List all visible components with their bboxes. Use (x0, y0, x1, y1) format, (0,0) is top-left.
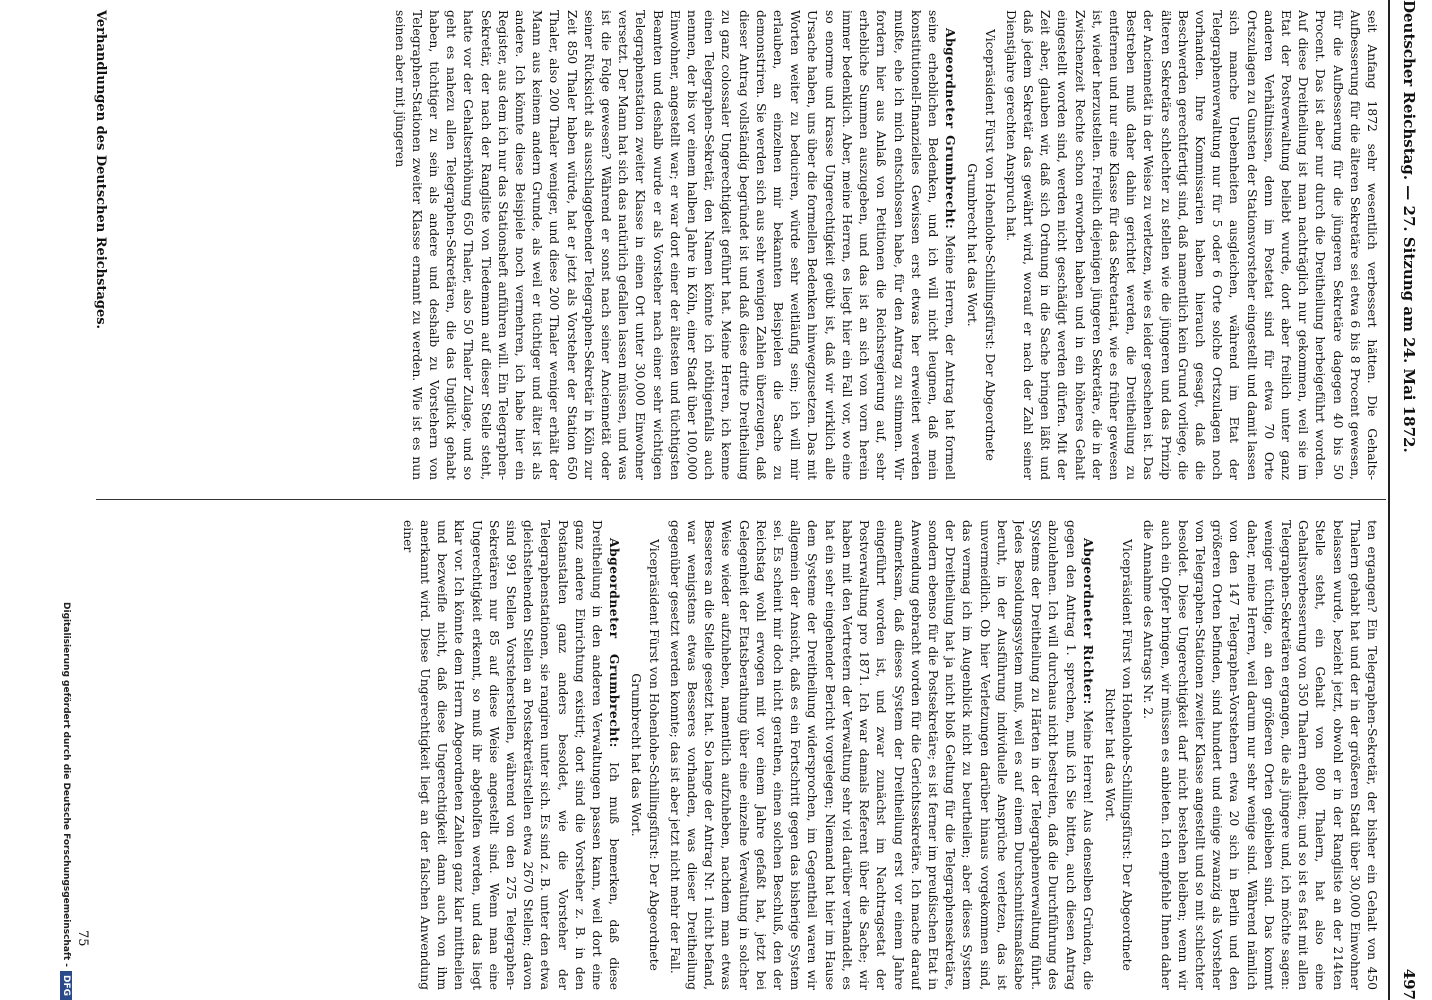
page-header (1386, 0, 1432, 1000)
speaker-call: Vicepräsident Fürst von Hohenlohe-Schillingsfürst: Der Abgeordnete Richter hat das Wort. (1102, 539, 1135, 971)
signature-mark: 75 (75, 930, 90, 947)
document-page (32, 0, 1432, 1000)
speaker-name: Abgeordneter Richter: (1080, 538, 1096, 705)
paragraph (666, 520, 1097, 990)
paragraph: seit Anfang 1872 sehr wesentlich verbessert hätten. Die Gehalts-Aufbesserung für die älteren Sekretäre sei etwa 6 bis 8 Procent gewesen, für die Aufbesserung für die jüngeren Sekretäre dagegen 40 bis 50 Procent. Das ist aber nur durch die Dreitheilung herbeigeführt worden. Auf diese Dreitheilung ist man nachträglich nur gekommen, weil sie im Etat der Postverwaltung beliebt wurde, dort aber freilich unter ganz anderen Verhältnissen, denn im Postetat sind für etwa 70 Orte Ortszulagen zu Gunsten der Stationsvorsteher eingestellt und damit lassen sich manche Unebenheiten ausgleichen, während im Etat der Telegraphenverwaltung nur für 5 oder 6 Orte solche Ortszulagen noch vorhanden. Ihre Kommissarien haben hierauch gesagt, daß die Beschwerden gerechtfertigt sind, daß namentlich kein Grund vorliege, die älteren Sekretäre schlechter zu stellen wie die jüngeren und das Prinzip der Anciennetät in der Weise zu verletzen, wie es leider geschehen ist. Das Bestreben muß daher dahin gerichtet werden, die Dreitheilung zu entfernen und nur eine Klasse für das Sekretariat, wie es früher gewesen ist, wieder herzustellen. Freilich diejenigen jüngeren Sekretäre, die in der Zwischenzeit Rechte schon erworben haben und in ein höheres Gehalt eingestellt worden sind, werden nicht geschädigt werden dürfen. Mit der Zeit aber, glauben wir, daß sich Ordnung in die Sache bringen läßt und daß jedem Sekretär das gewährt wird, worauf er nach der Zahl seiner Dienstjahre gerechten Anspruch hat. (1003, 10, 1379, 480)
running-head: Deutscher Reichstag. — 27. Sitzung am 24. Mai 1872. (1400, 0, 1418, 453)
paragraph (399, 520, 624, 990)
digitization-credit (32, 0, 72, 1000)
paragraph: ten ergangen? Ein Telegraphen-Sekretär, der bisher ein Gehalt von 450 Thalern gehabt hat und der in der größeren Stadt über 30,000 Einwohner belassen wurde, bezieht jetzt, obwohl er in der Rangliste an der 214ten Stelle steht, ein Gehalt von 800 Thalern, hat also eine Gehaltsverbesserung von 350 Thalern erhalten; und so ist es fast mit allen Telegraphen-Sekretären ergangen, die als jüngere und, ich möchte sagen: weniger tüchtige, an den größeren Orten geblieben sind. Das kommt daher, meine Herren, weil darum nur sehr wenige sind. Während nämlich von den 147 Telegraphen-Vorstehern etwa 20 sich in Berlin und den größeren Orten befinden, sind hundert und einige zwanzig als Vorsteher von Telegraphen-Stationen zweiter Klasse angestellt und so mit schlechter besoldet. Diese Ungerechtigkeit darf nicht bestehen bleiben; wenn wir auch ein Opfer bringen, wir müssen es anbieten. Ich empfehle Ihnen daher die Annahme des Antrags Nr. 2. (1141, 520, 1379, 990)
speech-text: Meine Herren! Aus denselben Gründen, die gegen den Antrag 1. sprechen, muß ich Sie bitten, auch diesen Antrag abzulehnen. Ich will durchaus nicht bestreiten, daß die Durchführung des Systems der Dreitheilung zu Härten in der Telegraphenverwaltung führt. Jedes Besoldungssystem muß, weil es auf einem Durchschnittsmaßstabe beruht, in der Ausführung individuelle Ansprüche verletzen, das ist unvermeidlich. Ob hier Verletzungen darüber hinaus vorgekommen sind, das vermag ich im Augenblick nicht zu beurtheilen; aber dieses System der Dreitheilung hat ja nicht bloß Geltung für die Telegraphensekretäre, sondern ebenso für die Postsekretäre; es ist ferner im preußischen Etat in Anwendung gebracht worden für die Gerichtssekretäre. Ich mache darauf aufmerksam, daß dieses System der Dreitheilung erst vor einem Jahre eingeführt worden ist, und zwar zunächst im Nachtragsetat der Postverwaltung pro 1871. Ich war damals Referent über die Sache; wir haben mit den Vertretern der Verwaltung sehr viel darüber verhandelt, es hat ein sehr eingehender Bericht vorgelegen; Niemand hat hier im Hause dem Systeme der Dreitheilung widersprochen, im Gegentheil waren wir allgemein der Ansicht, daß es ein Fortschritt gegen das bisherige System sei. Es scheint mir doch nicht gerathen, einen solchen Beschluß, den der Reichstag wohl erwogen mit vor einem Jahre gefaßt hat, jetzt bei Gelegenheit der Etatsberathung über eine einzelne Verwaltung in solcher Weise wieder aufzuheben, namentlich aufzuheben, nachdem man etwas Besseres an die Stelle gesetzt hat. So lange der Antrag Nr. 1 nicht befand, war wenigstens etwas Besseres vorhanden, was dieser Dreitheilung gegenüber gesetzt werden konnte; das ist aber jetzt nicht mehr der Fall. (667, 520, 1095, 990)
speech-text: Ich muß bemerken, daß diese Dreitheilung in den anderen Verwaltungen passen kann, weil dort eine ganz andere Einrichtung existirt; dort sind die Vorsteher z. B. in den Postanstalten ganz anders besoldet, wie die Vorsteher der Telegraphenstationen, sie rangiren unter sich. Es sind z. B. unter den etwa gleichstehenden Stellen an Postsekretärstellen etwa 2670 Stellen; davon sind 991 Stellen Vorsteherstellen, während von den 275 Telegraphen-Sekretären nur 85 auf diese Weise angestellt sind. Wenn man eine Ungerechtigkeit erkennt, so muß ihr abgeholfen werden, und das liegt klar vor. Ich könnte dem Herrn Abgeordneten Zahlen ganz klar mittheilen und bezweifle nicht, daß diese Ungerechtigkeit dann auch von ihm anerkannt wird. Diese Ungerechtigkeit liegt an der falschen Anwendung einer (400, 520, 622, 990)
speaker-call: Vicepräsident Fürst von Hohenlohe-Schillingsfürst: Der Abgeordnete Grumbrecht hat das Wort. (629, 539, 661, 971)
column-left (100, 10, 1380, 480)
dfg-logo: DFG (60, 971, 72, 1000)
credit-text: Digitalisierung gefördert durch die Deutsche Forschungsgemeinschaft - (61, 602, 71, 967)
speaker-call: Vicepräsident Fürst von Hohenlohe-Schillingsfürst: Der Abgeordnete Grumbrecht hat das Wort. (965, 29, 997, 461)
paragraph (390, 10, 959, 480)
column-right (100, 520, 1380, 990)
page-number: 497 (1400, 968, 1418, 1000)
footer-left: Verhandlungen des Deutschen Reichstages. (93, 10, 108, 330)
column-rule (96, 499, 1386, 500)
speech-text: Meine Herren, der Antrag hat formell seine erheblichen Bedenken, und ich will nicht leugnen, daß mein konstitutionell-finanzielles Gewissen erst etwas her erweitert werden mußte, ehe ich mich entschlossen habe, für den Antrag zu stimmen. Wir fordern hier aus Anlaß von Petitionen die Reichsregierung auf, sehr erhebliche Summen auszugeben, und das ist an sich von vorn herein immer bedenklich. Aber, meine Herren, es liegt hier ein Fall vor, wo eine so enorme und krasse Ungerechtigkeit geübt ist, daß wir wirklich alle Ursache haben, uns über die formellen Bedenken hinwegzusetzen. Das mit Worten weiter zu beduciren, würde sehr weitläufig sein; ich will mir erlauben, an einzelnen mir bekannten Beispielen die Sache zu demonstriren. Sie werden sich aus sehr wenigen Zahlen überzeugen, daß dieser Antrag vollständig begründet ist und daß diese dritte Dreitheilung zu ganz colossaler Ungerechtigkeit geführt hat. Meine Herren, ich kenne einen Telegraphen-Sekretär, den Namen könnte ich nöthigenfalls auch nennen, der bis vor einem halben Jahre in Köln, einer Stadt über 100,000 Einwohner, angestellt war; er war dort einer der ältesten und tüchtigsten Beamten und deshalb wurde er als Vorsteher nach einer sehr wichtigen Telegraphenstation zweiter Klasse in einen Ort unter 30,000 Einwohner versetzt. Der Mann hat sich das natürlich gefallen lassen müssen, und was ist die Folge gewesen? Während er sonst nach seiner Anciennetät oder seiner Rücksicht als ausschlaggebender Telegraphen-Sekretär in Köln zur Zeit 850 Thaler haben würde, hat er jetzt als Vorsteher der Station 650 Thaler, also 200 Thaler weniger, und diese 200 Thaler weniger erhält der Mann aus keinem andern Grunde, als weil er tüchtiger und älter ist als andere. Ich könnte diese Beispiele noch vermehren, ich habe hier ein Register, aus dem ich nur das Stationsheft anführen will. Ein Telegraphen-Sekretär, der nach der Rangliste von Tiedemann auf dieser Stelle steht, hatte vor der Gehaltserhöhung 650 Thaler, also 50 Thaler Zulage, und so geht es nahezu allen Telegraphen-Sekretären, die das Unglück gehabt haben, tüchtiger zu sein als andere und deshalb zu Vorstehern von Telegraphen-Stationen zweiter Klasse ernannt zu werden. Wie ist es nun seinen aber mit jüngeren (392, 10, 958, 480)
speaker-name: Abgeordneter Grumbrecht: (943, 28, 959, 230)
speaker-name: Abgeordneter Grumbrecht: (607, 538, 623, 748)
header-rule (1388, 0, 1390, 1000)
